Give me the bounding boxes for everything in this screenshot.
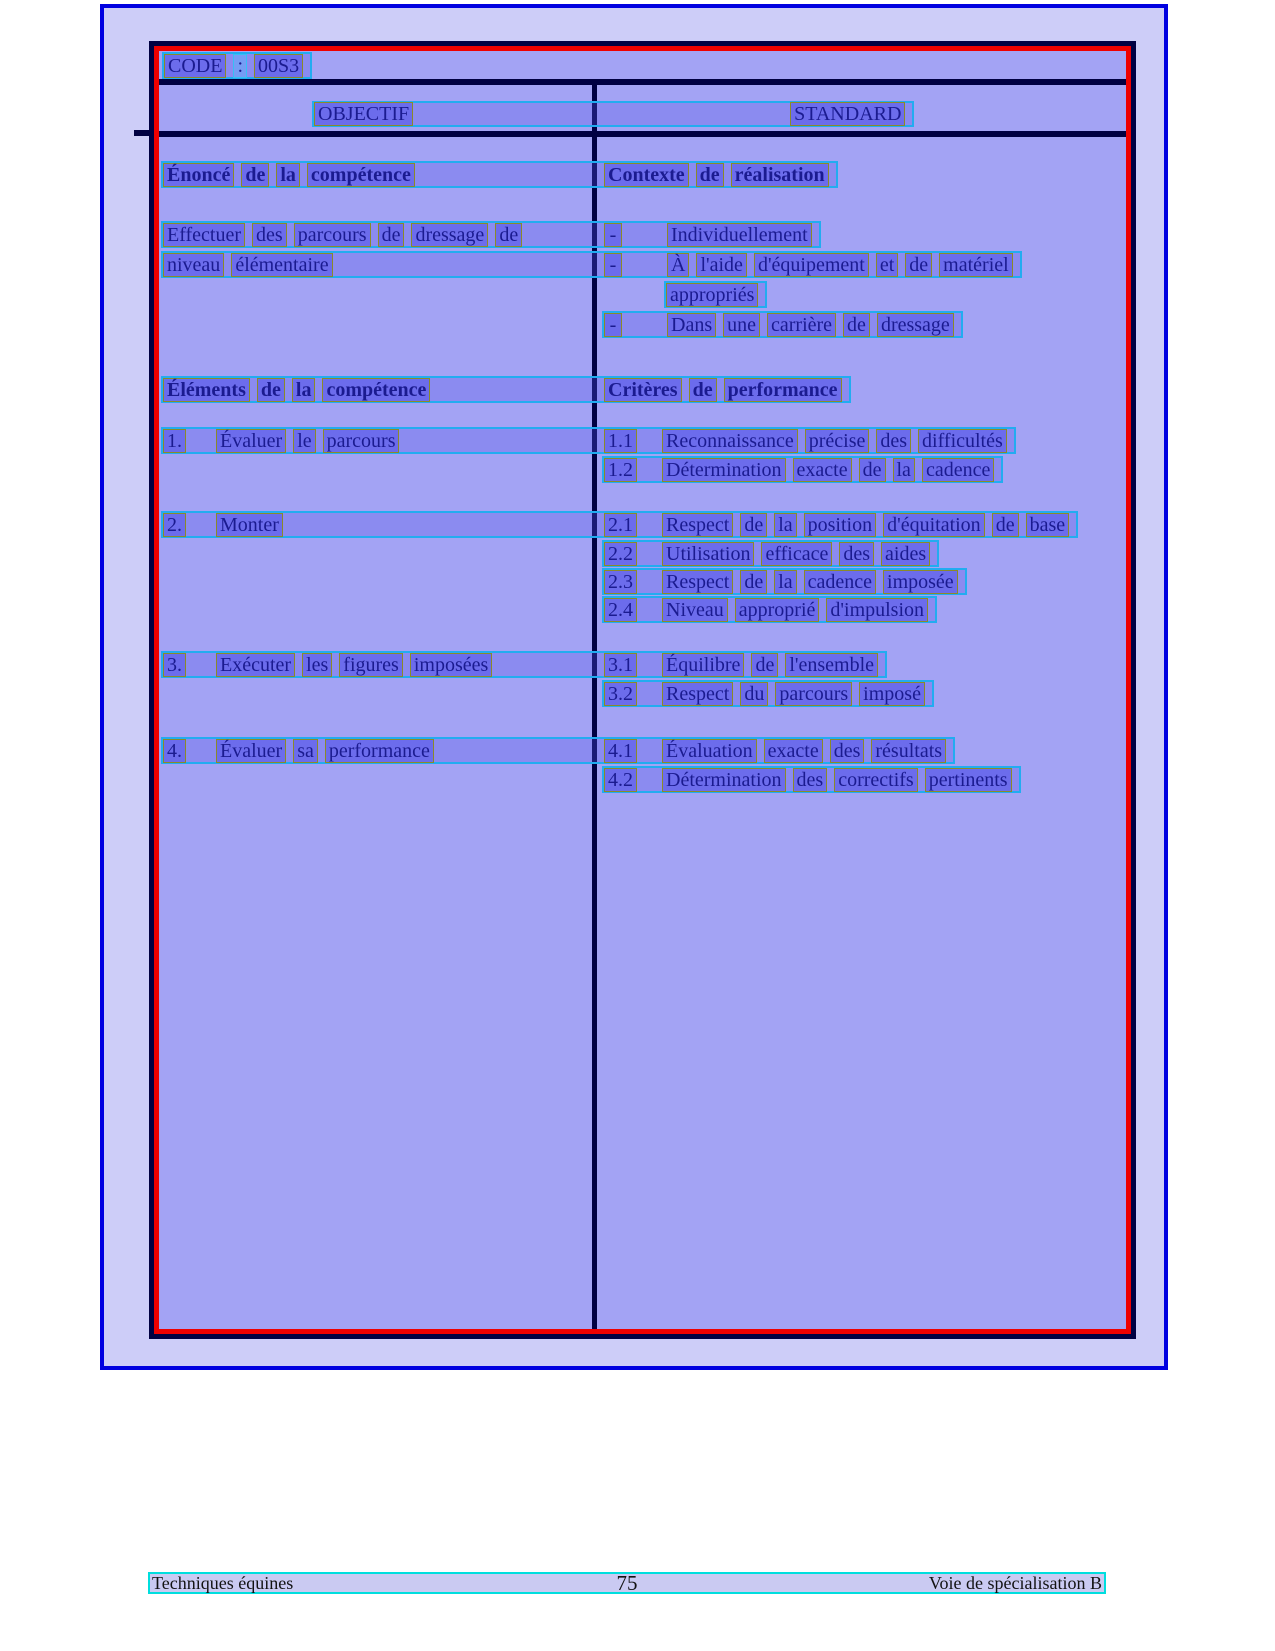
ocr-word: une: [723, 313, 760, 337]
ocr-word: parcours: [323, 429, 400, 453]
ocr-word: Monter: [216, 513, 283, 537]
ocr-word: Contexte: [604, 163, 689, 187]
ocr-word: réalisation: [731, 163, 829, 187]
footer-right-text: Voie de spécialisation B: [928, 1573, 1102, 1593]
ocr-word: Détermination: [662, 458, 786, 482]
ocr-word: de: [843, 313, 870, 337]
ocr-word: de: [696, 163, 724, 187]
ocr-word: difficultés: [918, 429, 1007, 453]
ocr-word: de: [495, 223, 522, 247]
ocr-word: l'aide: [696, 253, 746, 277]
ocr-marker: 2.: [163, 513, 186, 537]
ocr-word: niveau: [163, 253, 224, 277]
ocr-word: de: [751, 653, 778, 677]
standard-cell-text: [604, 223, 819, 247]
objectif-cell-text: [163, 163, 604, 187]
ocr-word: élémentaire: [231, 253, 332, 277]
ocr-word: Individuellement: [667, 223, 812, 247]
ocr-word: résultats: [871, 739, 946, 763]
ocr-marker: -: [604, 253, 622, 277]
table-red-frame: [154, 46, 1131, 1334]
ocr-word: de: [740, 513, 767, 537]
ocr-marker: 4.2: [604, 768, 637, 792]
objectif-cell-text: [163, 739, 604, 763]
objectif-cell-text: [163, 429, 604, 453]
ocr-word: d'équitation: [883, 513, 985, 537]
ocr-marker: 2.1: [604, 513, 637, 537]
ocr-word: position: [804, 513, 876, 537]
standard-cell-text: [604, 429, 1014, 453]
ocr-word: base: [1026, 513, 1070, 537]
ocr-word: de: [241, 163, 269, 187]
standard-cell-text: [604, 458, 1001, 482]
ocr-word: Équilibre: [662, 653, 744, 677]
ocr-word: Utilisation: [662, 542, 754, 566]
ocr-marker: 1.1: [604, 429, 637, 453]
ocr-word: des: [839, 542, 874, 566]
ocr-word: Évaluer: [216, 739, 286, 763]
ocr-word: Énoncé: [163, 163, 234, 187]
ocr-word: Détermination: [662, 768, 786, 792]
ocr-word: approprié: [735, 598, 820, 622]
ocr-word: dressage: [877, 313, 954, 337]
ocr-word: imposées: [410, 653, 492, 677]
ocr-word: dressage: [411, 223, 488, 247]
standard-cell-text: [604, 768, 1019, 792]
ocr-marker: 3.2: [604, 682, 637, 706]
ocr-word: de: [740, 570, 767, 594]
code-colon: :: [233, 54, 247, 78]
ocr-word: exacte: [764, 739, 823, 763]
ocr-word: précise: [805, 429, 870, 453]
ocr-word: cadence: [922, 458, 994, 482]
column-header-standard: STANDARD: [790, 102, 905, 126]
ocr-word: les: [302, 653, 332, 677]
row-divider-1: [159, 79, 1126, 85]
ocr-marker: 2.4: [604, 598, 637, 622]
objectif-cell-text: [163, 253, 604, 277]
ocr-line-strip: [602, 568, 967, 595]
ocr-word: Niveau: [662, 598, 728, 622]
ocr-marker: 3.1: [604, 653, 637, 677]
ocr-word: des: [793, 768, 828, 792]
standard-cell-text: [604, 513, 1076, 537]
ocr-word: d'impulsion: [826, 598, 928, 622]
ocr-line-strip: [161, 651, 887, 678]
header-row-tick: [134, 130, 150, 136]
code-value: 00S3: [254, 54, 303, 78]
ocr-word: matériel: [939, 253, 1013, 277]
ocr-word: compétence: [322, 378, 430, 402]
column-header-line: [312, 101, 914, 127]
ocr-word: le: [293, 429, 315, 453]
ocr-line-strip: [602, 456, 1003, 483]
ocr-word: parcours: [294, 223, 371, 247]
standard-cell-text: [604, 542, 937, 566]
ocr-word: de: [257, 378, 285, 402]
objectif-cell-text: [163, 223, 604, 247]
table-content: [159, 51, 1126, 1329]
standard-cell-text: [604, 313, 961, 337]
ocr-line-strip: [602, 540, 939, 567]
standard-cell-text: [604, 253, 1020, 277]
ocr-line-strip: [161, 376, 851, 403]
ocr-word: Effectuer: [163, 223, 245, 247]
ocr-word: efficace: [761, 542, 832, 566]
code-word: CODE: [164, 54, 226, 78]
ocr-line-strip: [161, 161, 838, 188]
ocr-marker: 2.2: [604, 542, 637, 566]
ocr-word: de: [992, 513, 1019, 537]
ocr-word: la: [276, 163, 300, 187]
standard-cell-text: [604, 653, 885, 677]
objectif-cell-text: [163, 378, 604, 402]
ocr-word: Évaluer: [216, 429, 286, 453]
ocr-word: de: [859, 458, 886, 482]
standard-cell-text: [604, 682, 932, 706]
ocr-word: pertinents: [925, 768, 1012, 792]
ocr-word: la: [774, 513, 796, 537]
ocr-word: imposé: [859, 682, 925, 706]
ocr-word: du: [740, 682, 768, 706]
ocr-word: Critères: [604, 378, 682, 402]
ocr-word: Respect: [662, 570, 733, 594]
ocr-line-strip: [161, 511, 1078, 538]
ocr-word: performance: [325, 739, 434, 763]
column-header-objectif: OBJECTIF: [314, 102, 413, 126]
ocr-line-strip: [161, 427, 1016, 454]
ocr-word: compétence: [307, 163, 415, 187]
footer-page-number: 75: [616, 1571, 638, 1595]
ocr-word: la: [893, 458, 915, 482]
ocr-marker: -: [604, 313, 622, 337]
outer-frame: [100, 4, 1168, 1370]
ocr-word: des: [876, 429, 911, 453]
ocr-word: Respect: [662, 513, 733, 537]
ocr-word: de: [378, 223, 405, 247]
ocr-word: l'ensemble: [785, 653, 878, 677]
ocr-line-strip: [602, 596, 937, 623]
ocr-word: d'équipement: [754, 253, 869, 277]
standard-cell-text: [604, 378, 849, 402]
ocr-word: Exécuter: [216, 653, 295, 677]
ocr-word: et: [876, 253, 898, 277]
ocr-line-strip: [602, 680, 934, 707]
ocr-word: cadence: [804, 570, 876, 594]
ocr-marker: 4.: [163, 739, 186, 763]
ocr-marker: 1.2: [604, 458, 637, 482]
ocr-word: correctifs: [834, 768, 918, 792]
ocr-word: de: [905, 253, 932, 277]
footer-left-text: Techniques équines: [152, 1573, 294, 1593]
ocr-word: la: [774, 570, 796, 594]
ocr-word: imposée: [883, 570, 958, 594]
ocr-line-strip: [664, 281, 767, 308]
standard-cell-text: [666, 283, 765, 307]
ocr-word: carrière: [767, 313, 836, 337]
ocr-word: À: [667, 253, 689, 277]
ocr-word: Reconnaissance: [662, 429, 798, 453]
ocr-line-strip: [161, 737, 955, 764]
ocr-marker: 2.3: [604, 570, 637, 594]
ocr-word: parcours: [775, 682, 852, 706]
ocr-word: Respect: [662, 682, 733, 706]
row-divider-2: [159, 131, 1126, 137]
ocr-word: figures: [339, 653, 403, 677]
ocr-line-strip: [161, 251, 1022, 278]
footer: [148, 1572, 1106, 1594]
ocr-line-strip: [602, 311, 963, 338]
ocr-word: performance: [724, 378, 842, 402]
ocr-word: exacte: [793, 458, 852, 482]
ocr-word: la: [292, 378, 316, 402]
code-line: [162, 52, 312, 79]
objectif-cell-text: [163, 653, 604, 677]
ocr-word: sa: [293, 739, 318, 763]
ocr-word: appropriés: [666, 283, 758, 307]
standard-cell-text: [604, 739, 953, 763]
ocr-word: des: [830, 739, 865, 763]
objectif-cell-text: [163, 513, 604, 537]
ocr-line-strip: [161, 221, 821, 248]
ocr-line-strip: [602, 766, 1021, 793]
ocr-word: aides: [881, 542, 930, 566]
ocr-word: de: [689, 378, 717, 402]
standard-cell-text: [604, 598, 935, 622]
ocr-marker: 1.: [163, 429, 186, 453]
ocr-marker: 3.: [163, 653, 186, 677]
standard-cell-text: [604, 570, 965, 594]
ocr-word: Dans: [667, 313, 716, 337]
ocr-marker: 4.1: [604, 739, 637, 763]
ocr-word: Éléments: [163, 378, 250, 402]
ocr-word: Évaluation: [662, 739, 757, 763]
competency-table: [149, 41, 1136, 1339]
standard-cell-text: [604, 163, 836, 187]
ocr-marker: -: [604, 223, 622, 247]
ocr-word: des: [252, 223, 287, 247]
